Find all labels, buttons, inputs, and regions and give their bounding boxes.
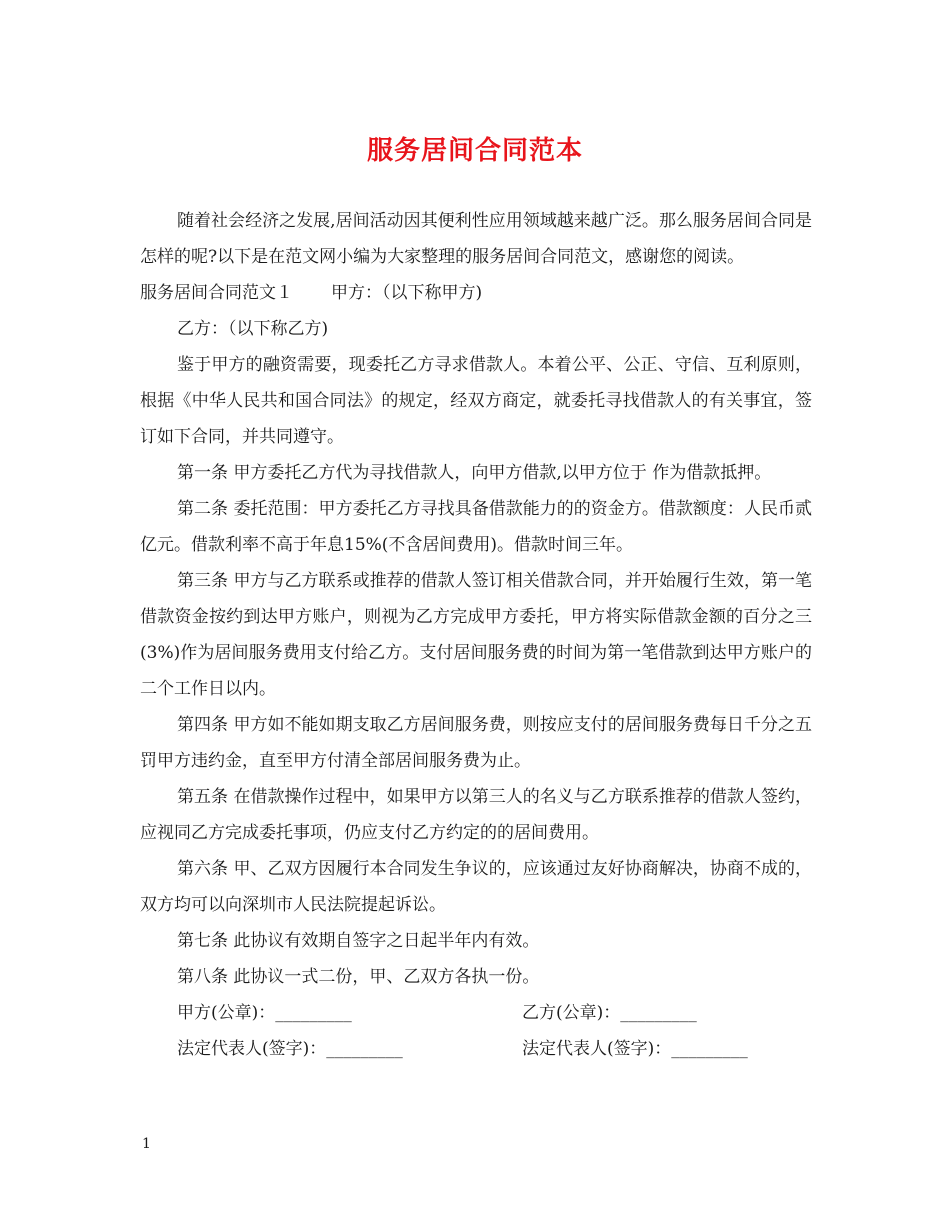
sample-heading-line xyxy=(140,275,812,311)
page-number: 1 xyxy=(142,1136,151,1152)
signature-row-seal xyxy=(140,995,812,1031)
article-2: 第二条 委托范围：甲方委托乙方寻找具备借款能力的的资金方。借款额度：人民币贰亿元。借款利率不高于年息15%(不含居间费用)。借款时间三年。 xyxy=(140,499,812,555)
party-b-representative-field: 法定代表人(签字)：_________ xyxy=(522,1039,748,1059)
party-a-line: 甲方：（以下称甲方) xyxy=(331,283,483,303)
party-b-seal-field: 乙方(公章)：_________ xyxy=(522,1003,697,1023)
signature-row-representative xyxy=(140,1031,812,1067)
article-1: 第一条 甲方委托乙方代为寻找借款人，向甲方借款,以甲方位于 作为借款抵押。 xyxy=(177,463,772,483)
article-7: 第七条 此协议有效期自签字之日起半年内有效。 xyxy=(177,931,540,951)
preamble-paragraph: 鉴于甲方的融资需要，现委托乙方寻求借款人。本着公平、公正、守信、互利原则，根据《中华人民共和国合同法》的规定，经双方商定，就委托寻找借款人的有关事宜，签订如下合同，并共同遵守。 xyxy=(140,355,812,447)
document-title: 服务居间合同范本 xyxy=(366,136,583,166)
article-4: 第四条 甲方如不能如期支取乙方居间服务费，则按应支付的居间服务费每日千分之五罚甲方违约金，直至甲方付清全部居间服务费为止。 xyxy=(140,715,812,771)
article-5: 第五条 在借款操作过程中，如果甲方以第三人的名义与乙方联系推荐的借款人签约，应视同乙方完成委托事项，仍应支付乙方约定的的居间费用。 xyxy=(140,787,812,843)
intro-paragraph: 随着社会经济之发展,居间活动因其便利性应用领域越来越广泛。那么服务居间合同是怎样的呢?以下是在范文网小编为大家整理的服务居间合同范文，感谢您的阅读。 xyxy=(140,211,812,267)
party-a-representative-field: 法定代表人(签字)：_________ xyxy=(177,1039,403,1059)
party-a-seal-field: 甲方(公章)：_________ xyxy=(177,1003,352,1023)
party-b-line: 乙方：（以下称乙方) xyxy=(177,319,329,339)
sample-heading: 服务居间合同范文１ xyxy=(140,283,293,303)
article-3: 第三条 甲方与乙方联系或推荐的借款人签订相关借款合同，并开始履行生效，第一笔借款资金按约到达甲方账户，则视为乙方完成甲方委托，甲方将实际借款金额的百分之三(3%)作为居间服务费用支付给乙方。支付居间服务费的时间为第一笔借款到达甲方账户的二个工作日以内。 xyxy=(140,571,812,699)
article-6: 第六条 甲、乙双方因履行本合同发生争议的，应该通过友好协商解决，协商不成的，双方均可以向深圳市人民法院提起诉讼。 xyxy=(140,859,812,915)
document-body xyxy=(140,203,812,1067)
article-8: 第八条 此协议一式二份，甲、乙双方各执一份。 xyxy=(177,967,540,987)
